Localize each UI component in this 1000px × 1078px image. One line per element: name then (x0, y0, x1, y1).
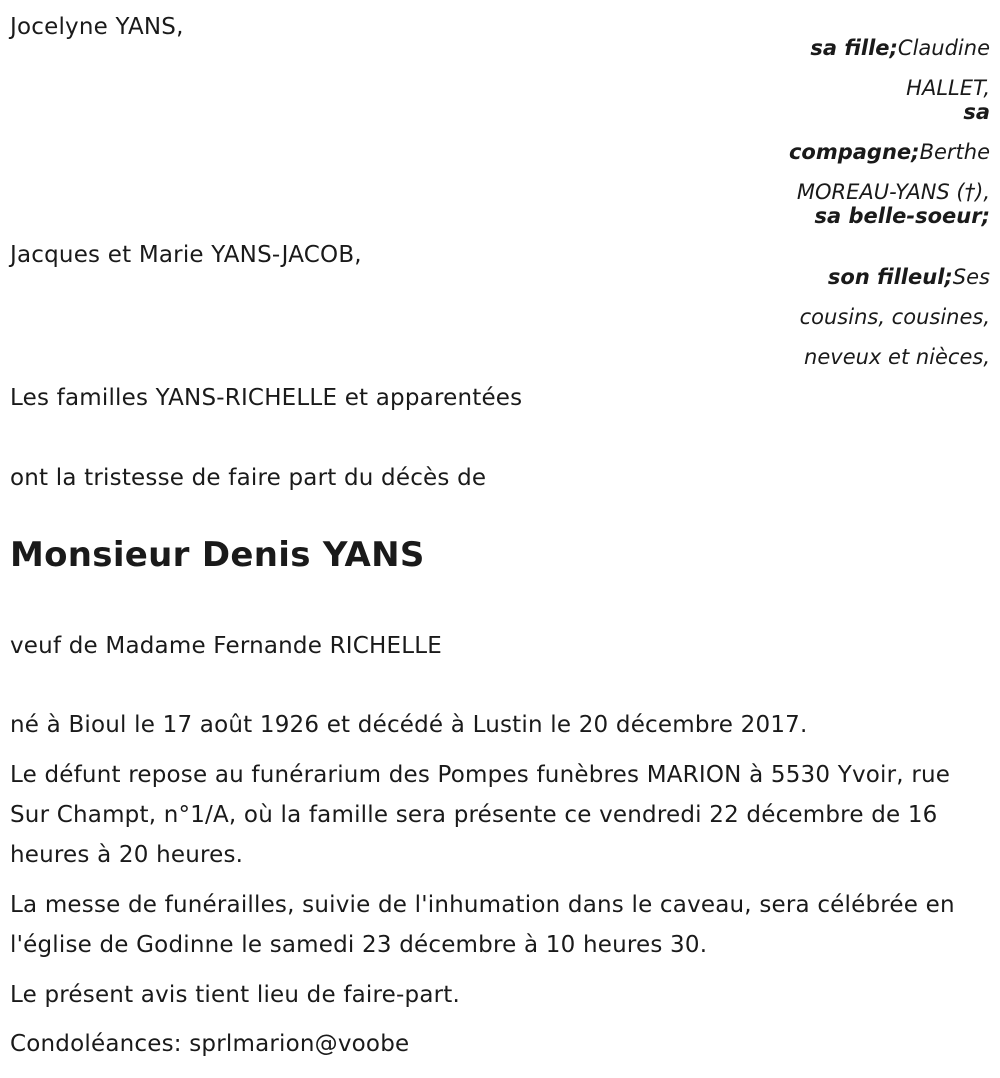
widow-line: veuf de Madame Fernande RICHELLE (10, 633, 443, 659)
relation-label-daughter: sa fille; (810, 36, 898, 60)
funerarium-paragraph: Le défunt repose au funérarium des Pompes funèbres MARION à 5530 Yvoir, rue Sur Champt, n°1/A, où la famille sera présente ce vendredi 22 décembre de 16 heures à 20 heures. (10, 762, 951, 868)
mass-paragraph: La messe de funérailles, suivie de l'inhumation dans le caveau, sera célébrée en l'église de Godinne le samedi 23 décembre à 10 heures 30. (10, 892, 955, 958)
relation-label-sister-in-law: sa belle-soeur; (814, 204, 990, 228)
notice-line: Le présent avis tient lieu de faire-part. (10, 982, 461, 1008)
announcement-intro: ont la tristesse de faire part du décès de (10, 465, 487, 491)
relation-name-daughter-first: Claudine (897, 36, 990, 60)
family-line-jacques-marie: Jacques et Marie YANS-JACOB, (10, 242, 362, 268)
relation-name-partner-last: MOREAU-YANS (†), (796, 180, 990, 204)
deceased-name: Monsieur Denis YANS (10, 535, 425, 575)
relation-label-partner-a: sa (963, 100, 990, 124)
relation-name-nephews: neveux et nièces, (804, 345, 990, 369)
relation-label-godson: son filleul; (827, 265, 953, 289)
relation-label-partner-b: compagne; (788, 140, 920, 164)
birth-death-line: né à Bioul le 17 août 1926 et décédé à Lustin le 20 décembre 2017. (10, 712, 808, 738)
relation-name-cousins-a: Ses (952, 265, 990, 289)
relation-godson-line (828, 265, 990, 289)
relation-daughter-line (810, 36, 990, 60)
family-line-families: Les familles YANS-RICHELLE et apparentées (10, 385, 523, 411)
condolences-line: Condoléances: sprlmarion@voobe (10, 1031, 410, 1057)
relation-name-partner-first: Berthe (919, 140, 990, 164)
relation-name-cousins-b: cousins, cousines, (799, 305, 990, 329)
relation-name-daughter-last: HALLET, (906, 76, 990, 100)
relation-partner-line (789, 140, 990, 164)
family-line-jocelyne: Jocelyne YANS, (10, 14, 184, 40)
